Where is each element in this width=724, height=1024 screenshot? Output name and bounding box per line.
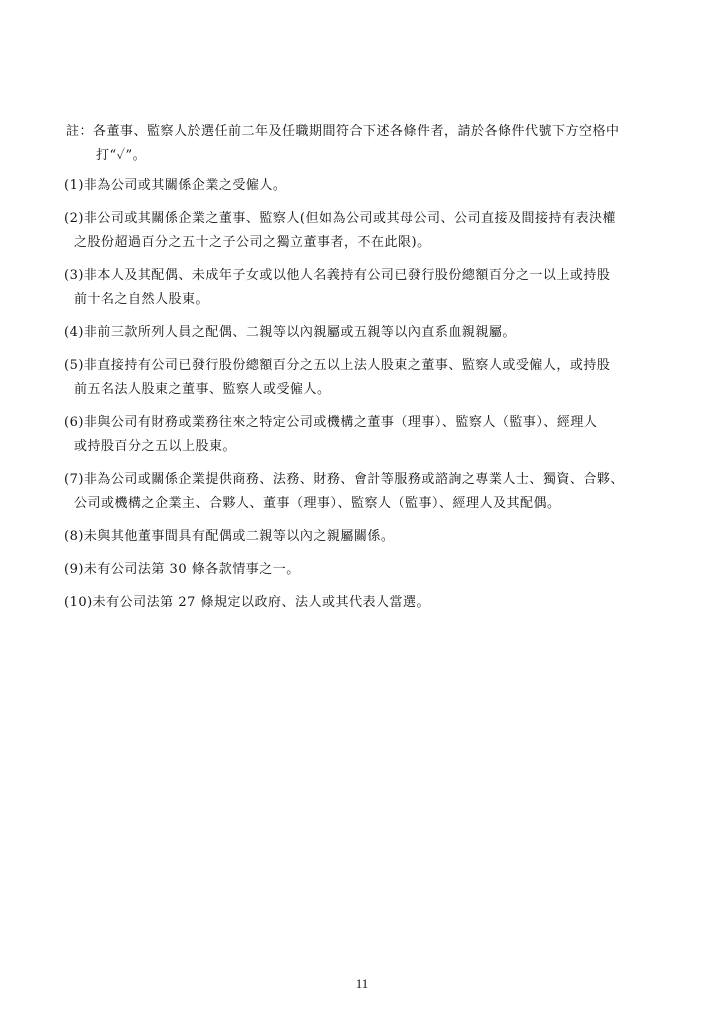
condition-line-continued: 前五名法人股東之董事、監察人或受僱人。	[74, 382, 331, 397]
condition-line: (8)未與其他董事間具有配偶或二親等以內之親屬關係。	[64, 529, 395, 544]
condition-line: (2)非公司或其關係企業之董事、監察人(但如為公司或其母公司、公司直接及間接持有表決權	[64, 211, 616, 226]
condition-line-continued: 之股份超過百分之五十之子公司之獨立董事者，不在此限)。	[74, 235, 431, 250]
condition-line: (1)非為公司或其關係企業之受僱人。	[64, 178, 287, 193]
condition-item-1	[64, 174, 674, 198]
condition-item-3	[64, 264, 674, 312]
condition-line: (6)非與公司有財務或業務往來之特定公司或機構之董事（理事）、監察人（監事）、經理人	[64, 415, 598, 430]
condition-item-4	[64, 321, 674, 345]
condition-item-7	[64, 468, 674, 516]
condition-list	[64, 174, 674, 624]
instruction-note	[66, 120, 666, 168]
note-line-2: 打“✓”。	[96, 148, 147, 163]
condition-line: (7)非為公司或關係企業提供商務、法務、財務、會計等服務或諮詢之專業人士、獨資、合夥、	[64, 472, 624, 487]
condition-item-2	[64, 207, 674, 255]
condition-line-continued: 或持股百分之五以上股東。	[74, 439, 237, 454]
condition-line: (3)非本人及其配偶、未成年子女或以他人名義持有公司已發行股份總額百分之一以上或持股	[64, 268, 611, 283]
condition-line: (10)未有公司法第 27 條規定以政府、法人或其代表人當選。	[64, 595, 430, 610]
condition-item-5	[64, 354, 674, 402]
condition-line-continued: 公司或機構之企業主、合夥人、董事（理事）、監察人（監事）、經理人及其配偶。	[74, 496, 561, 511]
condition-line: (4)非前三款所列人員之配偶、二親等以內親屬或五親等以內直系血親親屬。	[64, 325, 516, 340]
condition-item-9	[64, 558, 674, 582]
condition-line: (5)非直接持有公司已發行股份總額百分之五以上法人股東之董事、監察人或受僱人，或持股	[64, 358, 611, 373]
condition-line-continued: 前十名之自然人股東。	[74, 292, 210, 307]
condition-item-10	[64, 591, 674, 615]
condition-line: (9)未有公司法第 30 條各款情事之一。	[64, 562, 300, 577]
note-line-1: 註：各董事、監察人於選任前二年及任職期間符合下述各條件者，請於各條件代號下方空格中	[66, 124, 620, 139]
page-number: 11	[355, 976, 369, 991]
condition-item-8	[64, 525, 674, 549]
condition-item-6	[64, 411, 674, 459]
